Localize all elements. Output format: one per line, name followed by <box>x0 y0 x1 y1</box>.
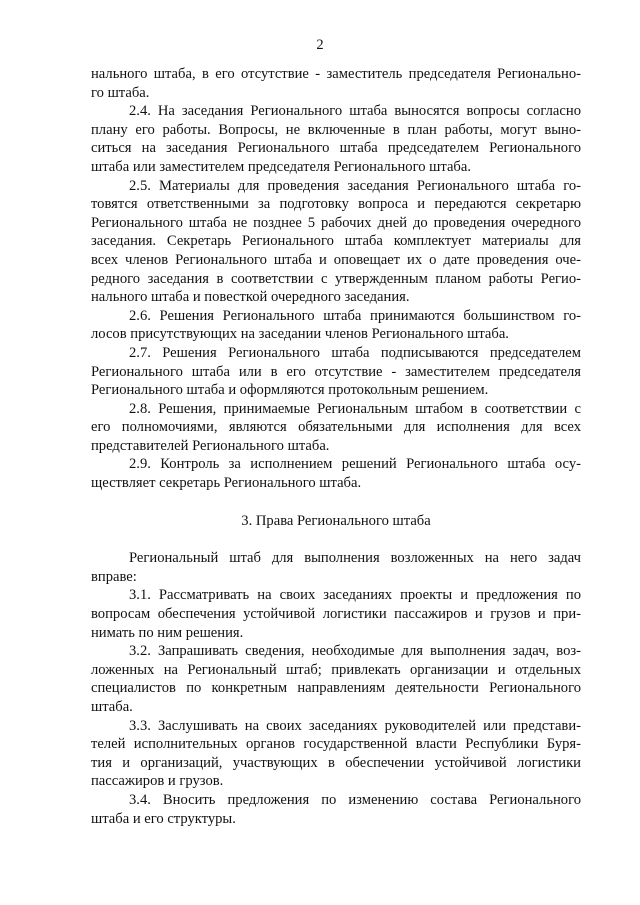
text-line: ложенных на Региональный штаб; привлекать организации и отдельных <box>91 661 581 678</box>
text-line: штаба. <box>91 699 133 715</box>
text-line: 2.6. Решения Регионального штаба принимаются большинством го- <box>129 307 581 324</box>
paragraph <box>91 642 581 716</box>
text-line: нального штаба и повесткой очередного заседания. <box>91 289 410 306</box>
text-line: штаба и его структуры. <box>91 810 236 827</box>
section-2-continued <box>91 65 581 493</box>
paragraph <box>91 586 581 642</box>
text-line: нимать по ним решения. <box>91 624 244 641</box>
text-line: тия и организаций, участвующих в обеспечении устойчивой логистики <box>91 754 581 771</box>
paragraph <box>91 717 581 791</box>
paragraph <box>91 791 581 828</box>
text-line: телей исполнительных органов государственной власти Республики Буря- <box>91 736 581 753</box>
text-line: специалистов по конкретным направлениям деятельности Регионального <box>91 680 581 697</box>
text-line: штаба или заместителем председателя Регионального штаба. <box>91 158 471 175</box>
text-line: всех членов Регионального штаба и оповещает их о дате проведения оче- <box>91 251 581 268</box>
paragraph <box>91 549 581 586</box>
paragraph <box>91 400 581 456</box>
text-line: 3.4. Вносить предложения по изменению состава Регионального <box>129 791 581 808</box>
text-line: ществляет секретарь Регионального штаба. <box>91 475 362 492</box>
page-number: 2 <box>316 37 324 53</box>
paragraph <box>91 307 581 344</box>
text-line: представителей Регионального штаба. <box>91 437 330 454</box>
text-line: нального штаба, в его отсутствие - заместитель председателя Регионально- <box>91 66 581 82</box>
text-line: товятся ответственными за подготовку вопроса и передаются секретарю <box>91 196 581 213</box>
text-line: Регионального штаба или в его отсутствие - заместителем председателя <box>91 363 581 380</box>
paragraph <box>91 102 581 176</box>
text-line: плану его работы. Вопросы, не включенные в план работы, могут выно- <box>91 121 581 138</box>
text-line: Регионального штаба не позднее 5 рабочих дней до проведения очередного <box>91 214 581 231</box>
document-body <box>91 65 581 828</box>
text-line: заседания. Секретарь Регионального штаба комплектует материалы для <box>91 233 581 250</box>
text-line: 2.7. Решения Регионального штаба подписываются председателем <box>129 344 581 361</box>
section-title: 3. Права Регионального штаба <box>241 512 431 529</box>
text-line: Региональный штаб для выполнения возложенных на него задач <box>129 550 581 567</box>
text-line: вопросам обеспечения устойчивой логистики пассажиров и грузов и при- <box>91 606 581 623</box>
text-line: 2.5. Материалы для проведения заседания Регионального штаба го- <box>129 177 581 194</box>
text-line: ситься на заседания Регионального штаба председателем Регионального <box>91 140 581 157</box>
text-line: 3.1. Рассматривать на своих заседаниях проекты и предложения по <box>129 587 581 604</box>
text-line: 3.2. Запрашивать сведения, необходимые для выполнения задач, воз- <box>129 643 581 660</box>
text-line: 2.9. Контроль за исполнением решений Регионального штаба осу- <box>129 456 581 473</box>
text-line: Регионального штаба и оформляются протокольным решением. <box>91 382 489 399</box>
text-line: 3.3. Заслушивать на своих заседаниях руководителей или представи- <box>129 717 581 734</box>
text-line: лосов присутствующих на заседании членов Регионального штаба. <box>91 326 509 343</box>
text-line: его полномочиями, являются обязательными для исполнения для всех <box>91 419 581 436</box>
text-line: пассажиров и грузов. <box>91 773 224 790</box>
text-line: 2.8. Решения, принимаемые Региональным штабом в соответствии с <box>129 400 581 417</box>
section-3-body <box>91 549 581 828</box>
paragraph <box>91 344 581 400</box>
text-line: го штаба. <box>91 84 150 101</box>
text-line: 2.4. На заседания Регионального штаба выносятся вопросы согласно <box>129 103 581 120</box>
paragraph <box>91 65 581 102</box>
paragraph <box>91 455 581 492</box>
paragraph <box>91 177 581 307</box>
text-line: вправе: <box>91 568 137 585</box>
text-line: редного заседания в соответствии с утвержденным планом работы Регио- <box>91 270 581 287</box>
